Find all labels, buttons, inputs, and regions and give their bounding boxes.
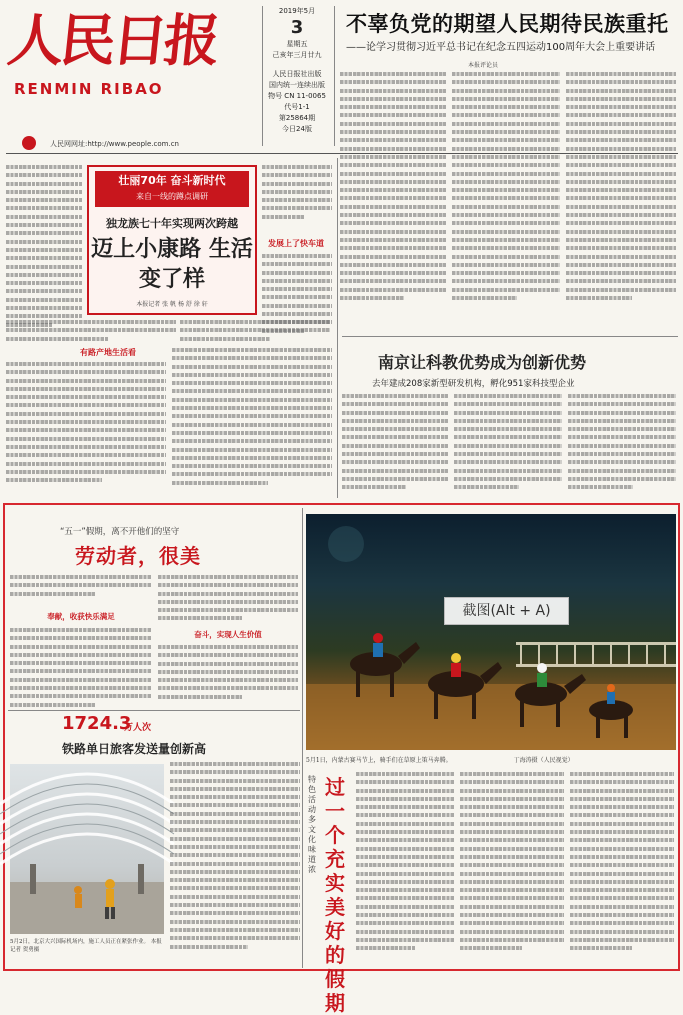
publisher: 人民日报社出版 xyxy=(272,70,322,78)
holiday-body-3 xyxy=(570,772,674,962)
screenshot-tooltip[interactable]: 截图(Alt + A) xyxy=(444,597,569,625)
feature-byline: 本报记者 张 帆 杨 舒 徐 轩 xyxy=(136,301,208,308)
feature-body-mid xyxy=(6,320,176,344)
feature-ribbon-title: 壮丽70年 奋斗新时代 xyxy=(118,174,226,187)
horse-race-caption xyxy=(306,755,574,764)
feature-body-bottom-1 xyxy=(6,362,166,496)
railway-unit: 万人次 xyxy=(124,723,152,733)
seal-icon xyxy=(22,136,36,150)
date-weekday: 星期五 xyxy=(286,40,308,48)
airport-caption-credit: 本报记者 贺勇摄 xyxy=(10,939,162,953)
nanjing-body-2 xyxy=(454,394,562,494)
date-day: 3 xyxy=(290,17,304,38)
date-lunar: 己亥年三月廿九 xyxy=(272,51,322,59)
airport-photo xyxy=(10,764,164,934)
holiday-body-2 xyxy=(460,772,564,962)
railway-body xyxy=(170,762,300,962)
holiday-kicker: 特色活动多 文化味道浓 xyxy=(308,775,316,874)
nanjing-headline: 南京让科教优势成为创新优势 xyxy=(378,353,587,372)
horse-race-photo xyxy=(306,514,676,750)
issue-no: 代号1-1 xyxy=(284,103,310,111)
feature-body-mid-2 xyxy=(180,320,330,344)
labor-body-3 xyxy=(158,645,298,707)
masthead-divider-2 xyxy=(334,6,335,146)
cn-code: 国内统一连续出版物号 CN 11-0065 xyxy=(268,81,326,100)
nanjing-rule xyxy=(342,336,678,337)
pages: 今日24版 xyxy=(282,125,312,133)
labor-headline: 劳动者，很美 xyxy=(75,544,201,568)
labor-section-1: 奉献，收获快乐满足 xyxy=(47,612,115,621)
railway-rule xyxy=(8,710,300,711)
masthead-pinyin: RENMIN RIBAO xyxy=(14,80,164,98)
lead-byline: 本报评论员 xyxy=(468,62,499,69)
railway-number: 1724.3 xyxy=(62,713,132,734)
labor-kicker: “五一”假期，离不开他们的坚守 xyxy=(60,527,180,537)
nanjing-body-3 xyxy=(568,394,676,494)
date-box xyxy=(268,6,326,135)
labor-body-2 xyxy=(158,575,298,627)
lead-body-col-1 xyxy=(340,72,446,304)
holiday-body-1 xyxy=(356,772,454,962)
holiday-headline: 过一个充实美好的假期 xyxy=(325,775,345,1015)
feature-subsection-1: 有路产地生活看 xyxy=(80,348,136,357)
feature-ribbon xyxy=(95,171,249,207)
labor-intro xyxy=(10,575,152,603)
date-year-month: 2019年5月 xyxy=(278,7,316,15)
lead-headline: 不辜负党的期望人民期待民族重托 xyxy=(346,12,669,36)
airport-caption-text: 5月2日，北京大兴国际机场内，施工人员正在紧张作业。 xyxy=(10,939,150,945)
lead-body-col-3 xyxy=(566,72,676,304)
serial: 第25864期 xyxy=(278,114,316,122)
horse-race-caption-text: 5月1日，内蒙古赛马节上，骑手们在草原上策马奔腾。 xyxy=(306,757,452,764)
masthead-divider xyxy=(262,6,263,146)
horse-race-caption-credit: 丁海涛摄（人民视觉） xyxy=(513,757,574,764)
nanjing-body-1 xyxy=(342,394,448,494)
airport-caption xyxy=(10,938,165,954)
feature-body-left xyxy=(6,165,82,343)
railway-headline: 铁路单日旅客发送量创新高 xyxy=(62,742,207,756)
labor-body-1 xyxy=(10,628,152,708)
feature-headline-small: 独龙族七十年实现两次跨越 xyxy=(106,217,238,230)
airport-photo-art xyxy=(10,764,164,934)
lead-subhead: ——论学习贯彻习近平总书记在纪念五四运动100周年大会上重要讲话 xyxy=(346,42,656,53)
feature-body-bottom-2 xyxy=(172,348,332,496)
top-rule xyxy=(6,153,678,154)
labor-section-2: 奋斗，实现人生价值 xyxy=(194,630,262,639)
horse-race-art xyxy=(306,514,676,750)
feature-subsection-2: 发展上了快车道 xyxy=(268,239,324,248)
masthead-url: 人民网网址:http://www.people.com.cn xyxy=(50,140,179,148)
feature-body-right xyxy=(262,165,332,227)
feature-ribbon-sub: 来自一线的蹲点调研 xyxy=(136,192,208,201)
feature-box xyxy=(87,165,257,315)
masthead-logo: 人民日报 xyxy=(4,8,220,74)
nanjing-subhead: 去年建成208家新型研发机构，孵化951家科技型企业 xyxy=(372,379,575,389)
feature-headline-big: 迈上小康路 生活变了样 xyxy=(91,237,253,292)
section-column-divider xyxy=(302,508,303,968)
column-divider xyxy=(337,158,338,498)
lead-body-col-2 xyxy=(452,72,560,304)
